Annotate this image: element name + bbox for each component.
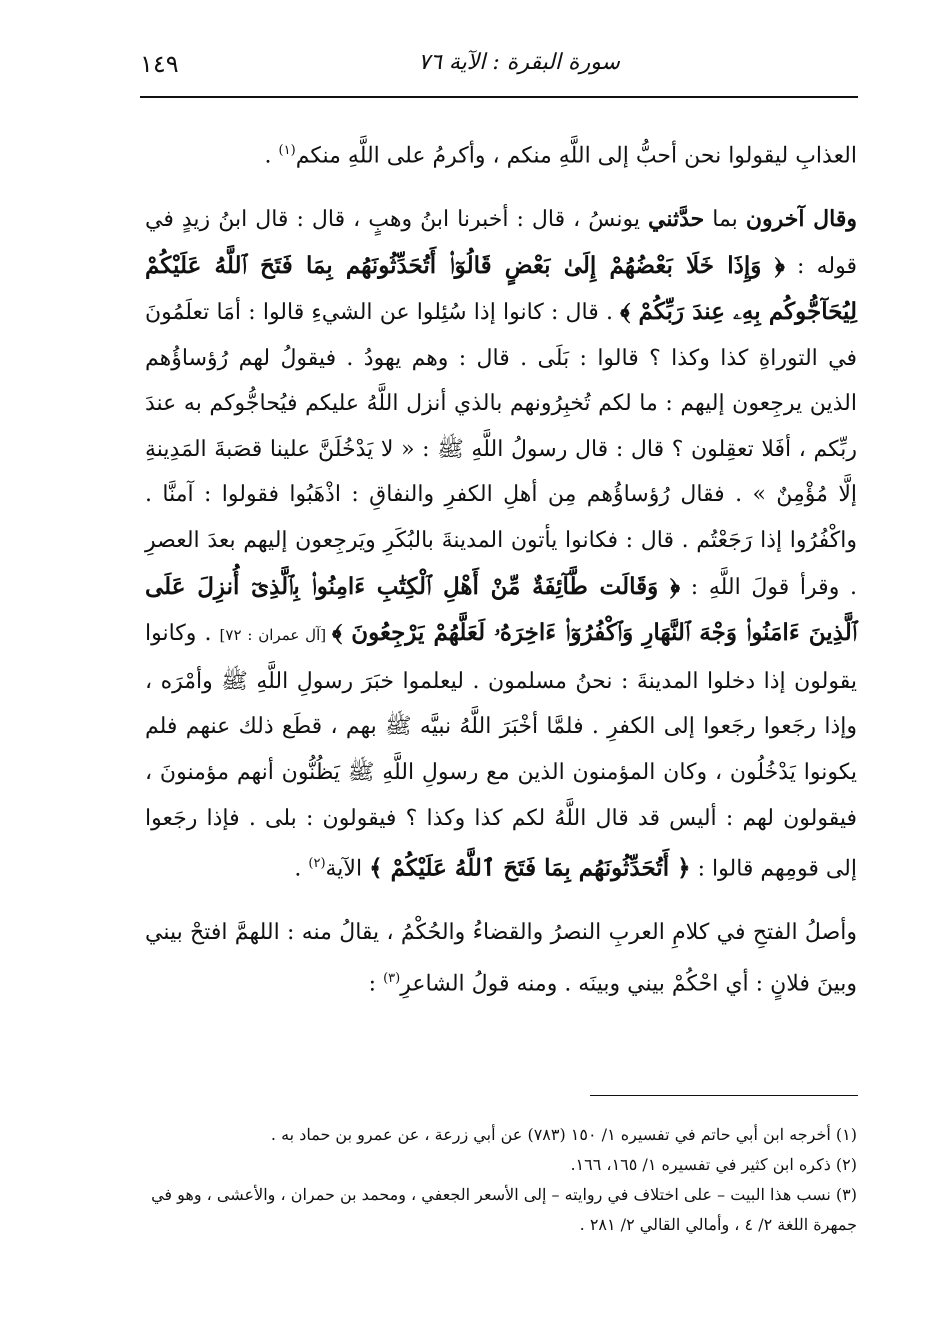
paragraph-2-end: .: [294, 856, 309, 882]
narrator-others: وقال آخرون: [745, 205, 857, 232]
footnote-marker-3: (٣): [383, 970, 401, 986]
narration-verb: حدَّثني: [647, 205, 705, 232]
paragraph-2-part-5: الآية: [325, 856, 370, 882]
footnote-marker-1: (١): [278, 143, 296, 158]
header-rule: [140, 96, 858, 98]
verse-reference: [آل عمران : ٧٢]: [219, 626, 332, 645]
running-header-title: سورة البقرة : الآية ٧٦: [418, 50, 620, 75]
page-header: [140, 44, 830, 94]
footnote-marker-2: (٢): [308, 856, 326, 872]
footnote-separator: [590, 1095, 858, 1096]
paragraph-1-end: .: [264, 143, 279, 169]
quran-verse-3: ﴿ أَتُحَدِّثُونَهُم بِمَا فَتَحَ ٱللَّهُ عَلَيْكُمْ ﴾: [369, 854, 691, 882]
quran-verse-1: ﴿ وَإِذَا خَلَا بَعْضُهُمْ إِلَىٰ بَعْضٍ قَالُوٓا۟ أَتُحَدِّثُونَهُم بِمَا فَتَحَ ٱللَّهُ عَلَيْكُمْ لِيُحَآجُّوكُم بِهِۦ عِندَ رَبِّكُمْ ﴾: [145, 251, 857, 326]
paragraph-2: [145, 197, 857, 892]
paragraph-2-part-3: . قال : كانوا إذا سُئِلوا عن الشيءِ قالوا : أمَا تعلَمُونَ في التوراةِ كذا وكذا ؟ قالوا : بَلَى . قال : وهم يهودُ . فيقولُ لهم رُؤساؤُهم الذين يرجِعون إليهم : ما لكم تُخبِرُونهم بالذي أنزل اللَّهُ عليكم فيُحاجُّوكم به عندَ ربِّكم ، أفَلا تعقِلون ؟ قال : قال رسولُ اللَّهِ ﷺ : « لا يَدْخُلَنَّ علينا قصَبةَ المَدِينةِ إلَّا مُؤْمِنٌ » . فقال رُؤساؤُهم مِن أهلِ الكفرِ والنفاقِ : اذْهَبُوا فقولوا : آمنَّا . واكْفُرُوا إذا رَجَعْتُم . قال : فكانوا يأتون المدينةَ بالبُكَرِ ويَرجِعون إليهم بعدَ العصرِ . وقرأ قولَ اللَّهِ :: [145, 300, 857, 600]
page-number: ١٤٩: [140, 50, 179, 78]
quran-verse-2: ﴿ وَقَالَت طَّآئِفَةٌ مِّنْ أَهْلِ ٱلْكِتَٰبِ ءَامِنُوا۟ بِٱلَّذِىٓ أُنزِلَ عَلَى ٱلَّذِينَ ءَامَنُوا۟ وَجْهَ ٱلنَّهَارِ وَٱكْفُرُوٓا۟ ءَاخِرَهُۥ لَعَلَّهُمْ يَرْجِعُونَ ﴾: [145, 572, 857, 647]
footnotes: [145, 1120, 857, 1240]
footnote-3: (٣) نسب هذا البيت – على اختلاف في روايته – إلى الأسعر الجعفي ، ومحمد بن حمران ، والأعشى ، وهو في جمهرة اللغة ٢/ ٤ ، وأمالي القالي ٢/ ٢٨١ .: [151, 1185, 857, 1234]
footnote-1: (١) أخرجه ابن أبي حاتم في تفسيره ١/ ١٥٠ (٧٨٣) عن أبي زرعة ، عن عمرو بن حماد به .: [270, 1125, 857, 1144]
paragraph-2-part-2: يونسُ ، قال : أخبرنا ابنُ وهبٍ ، قال : قال ابنُ زيدٍ في قوله :: [145, 206, 857, 279]
paragraph-3-end: :: [368, 971, 384, 997]
paragraph-1-text: العذابِ ليقولوا نحن أحبُّ إلى اللَّهِ منكم ، وأكرمُ على اللَّهِ منكم: [295, 143, 857, 169]
paragraph-3: [145, 910, 857, 1007]
footnote-2: (٢) ذكره ابن كثير في تفسيره ١/ ١٦٥، ١٦٦.: [570, 1155, 857, 1174]
paragraph-2-part-1: بما: [704, 206, 746, 232]
paragraph-3-text: وأصلُ الفتحِ في كلامِ العربِ النصرُ والقضاءُ والحُكْمُ ، يقالُ منه : اللهمَّ افتحْ بيني وبينَ فلانٍ : أي احْكُمْ بيني وبينَه . ومنه قولُ الشاعرِ: [145, 920, 857, 997]
paragraph-1: [145, 128, 857, 179]
main-text: [145, 128, 857, 1025]
paragraph-2-part-4: . وكانوا يقولون إذا دخلوا المدينةَ : نحنُ مسلمون . ليعلموا خبَرَ رسولِ اللَّهِ ﷺ وأمْرَه ، وإذا رجَعوا رجَعوا إلى الكفرِ . فلمَّا أخْبَرَ اللَّهُ نبيَّه ﷺ بهم ، قطَع ذلك عنهم فلم يكونوا يَدْخُلُون ، وكان المؤمنون الذين مع رسولِ اللَّهِ ﷺ يَظُنُّون أنهم مؤمنونَ ، فيقولون لهم : أليس قد قال اللَّهُ لكم كذا وكذا ؟ فيقولون : بلى . فإذا رجَعوا إلى قومِهم قالوا :: [145, 621, 857, 882]
